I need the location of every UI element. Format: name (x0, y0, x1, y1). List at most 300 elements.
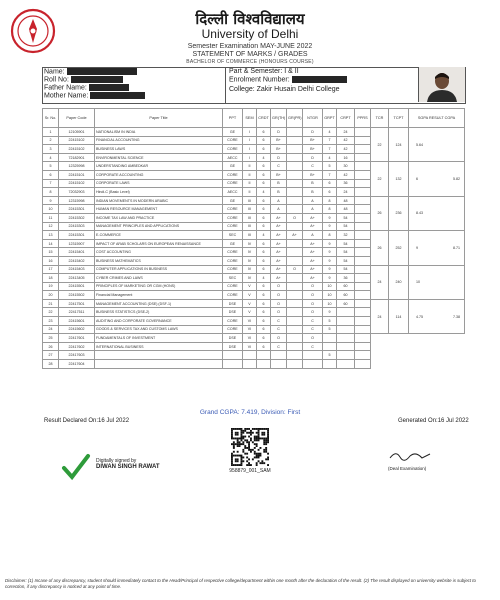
cell-sr: 5 (43, 162, 59, 171)
cell-grpt: 8 (323, 231, 337, 240)
cell-ppt: CORE (223, 282, 243, 291)
cell-grpr (287, 291, 303, 300)
cell-code: 22415602 (59, 325, 95, 334)
cell-tcr: 22 (371, 162, 389, 196)
cell-sem: I (243, 145, 257, 154)
cell-ntgr: A+ (303, 256, 323, 265)
cell-grpr (287, 334, 303, 343)
cell-grth: B (271, 188, 287, 197)
cell-title: INTERNATIONAL BUSINESS (95, 342, 223, 351)
cell-sr: 28 (43, 360, 59, 369)
cell-grpr (287, 351, 303, 360)
cell-tcpt: 252 (389, 231, 409, 265)
cell-crpt (337, 308, 355, 317)
cell-ppt: DSE (223, 308, 243, 317)
table-row (43, 334, 465, 343)
cell-grpt: 5 (323, 317, 337, 326)
cell-ntgr: A+ (303, 248, 323, 257)
cell-sem: VI (243, 317, 257, 326)
cell-code: 22415401 (59, 248, 95, 257)
cell-code: 22415301 (59, 205, 95, 214)
sgpa-value: 6 (416, 177, 418, 182)
cell-crpt (337, 317, 355, 326)
cell-tcr: 26 (371, 231, 389, 265)
cell-sr: 24 (43, 325, 59, 334)
cell-sr: 17 (43, 265, 59, 274)
cell-crdt: 6 (257, 256, 271, 265)
cell-ntgr: A+ (303, 222, 323, 231)
cell-sr: 4 (43, 153, 59, 162)
cell-grth: C (271, 325, 287, 334)
college-label: College: (229, 86, 255, 93)
cell-sem: III (243, 222, 257, 231)
cell-sr: 22 (43, 308, 59, 317)
cell-pprs (355, 360, 371, 369)
cell-grth: O (271, 291, 287, 300)
cell-tcr: 26 (371, 196, 389, 230)
cell-code: 22415302 (59, 213, 95, 222)
cell-crdt: 6 (257, 179, 271, 188)
cell-ntgr: B+ (303, 136, 323, 145)
col-title: Paper Title (95, 109, 223, 128)
cell-code: 22417603 (59, 351, 95, 360)
cell-code: 22415102 (59, 179, 95, 188)
cell-crpt: 36 (337, 274, 355, 283)
cell-crdt: 6 (257, 213, 271, 222)
cell-grth: A (271, 196, 287, 205)
cell-pprs (355, 179, 371, 188)
cell-crdt: 6 (257, 282, 271, 291)
cell-sem: III (243, 213, 257, 222)
semester-label: Part & Semester: (229, 68, 283, 75)
cell-sgpa-result-cgpa (409, 231, 465, 265)
cell-grpr (287, 153, 303, 162)
cell-grth: A+ (271, 231, 287, 240)
col-sr: Sr. No. (43, 109, 59, 128)
col-pprs: PPRS (355, 109, 371, 128)
cell-sr: 1 (43, 128, 59, 137)
table-row (43, 351, 465, 360)
cell-crpt: 32 (337, 231, 355, 240)
cell-grth (271, 351, 287, 360)
cell-pprs (355, 299, 371, 308)
table-row (43, 360, 465, 369)
cell-ntgr: B (303, 179, 323, 188)
cell-title: FUNDAMENTALS OF INVESTMENT (95, 334, 223, 343)
cell-sr: 15 (43, 248, 59, 257)
cell-title: BUSINESS MATHEMATICS (95, 256, 223, 265)
disclaimer-text: Disclaimer: (1) Incase of any discrepancy, student should immediately contact to the Head/Principal of respective college/department within one month after the declaration of the result. (2) The result displayed on university website is subject to correction, if any discrepancy is noticed at any point of time. (5, 578, 476, 589)
cell-pprs (355, 248, 371, 257)
cell-sem: V (243, 282, 257, 291)
cell-sem: IV (243, 248, 257, 257)
cell-crpt: 48 (337, 196, 355, 205)
cell-grth: A (271, 205, 287, 214)
cell-ntgr: A+ (303, 274, 323, 283)
cell-grpt: 4 (323, 128, 337, 137)
cell-title: MANAGEMENT ACCOUNTING (DSE) (DSF-1) (95, 299, 223, 308)
cell-crdt: 6 (257, 342, 271, 351)
cell-sr: 25 (43, 334, 59, 343)
cell-title (95, 360, 223, 369)
cell-ntgr: C (303, 162, 323, 171)
mother-row (44, 92, 145, 99)
cell-sr: 2 (43, 136, 59, 145)
cell-sr: 10 (43, 205, 59, 214)
cell-title: E-COMMERCE (95, 231, 223, 240)
cell-pprs (355, 282, 371, 291)
cell-title: ENVIRONMENTAL SCIENCE (95, 153, 223, 162)
cell-grpr (287, 222, 303, 231)
enrolment-label: Enrolment Number: (229, 76, 290, 84)
cell-crpt: 54 (337, 248, 355, 257)
cell-grth (271, 360, 287, 369)
cell-pprs (355, 153, 371, 162)
roll-label: Roll No: (44, 76, 69, 84)
cell-crdt: 6 (257, 308, 271, 317)
cell-sr: 12 (43, 222, 59, 231)
cell-crpt: 60 (337, 282, 355, 291)
table-row (43, 162, 465, 171)
cell-sem: IV (243, 274, 257, 283)
cell-title: FINANCIAL ACCOUNTING (95, 136, 223, 145)
cell-code: 22415102 (59, 136, 95, 145)
cell-tcpt: 240 (389, 265, 409, 299)
cell-sr: 14 (43, 239, 59, 248)
cell-sgpa-result-cgpa (409, 196, 465, 230)
cell-sr: 13 (43, 231, 59, 240)
cell-grth: B+ (271, 170, 287, 179)
cell-sem: IV (243, 265, 257, 274)
cell-sem: V (243, 308, 257, 317)
cell-sgpa-result-cgpa (409, 299, 465, 333)
cell-grpr: O (287, 265, 303, 274)
cell-pprs (355, 231, 371, 240)
cell-crpt: 42 (337, 136, 355, 145)
cell-pprs (355, 145, 371, 154)
cell-grpt: 9 (323, 265, 337, 274)
cell-ntgr: D (303, 153, 323, 162)
cell-title: HUMAN RESOURCE MANAGEMENT (95, 205, 223, 214)
cell-crdt: 6 (257, 145, 271, 154)
cell-pprs (355, 188, 371, 197)
table-row (43, 265, 465, 274)
cell-crpt (337, 334, 355, 343)
name-row (44, 68, 137, 75)
table-row (43, 342, 465, 351)
student-photo (418, 67, 465, 102)
cell-grpt: 7 (323, 136, 337, 145)
cell-sgpa-result-cgpa (409, 128, 465, 162)
cell-ntgr: B+ (303, 170, 323, 179)
cell-grpt: 5 (323, 162, 337, 171)
cell-tcpt: 124 (389, 128, 409, 162)
cell-grth: A+ (271, 222, 287, 231)
cell-tcr: 22 (371, 128, 389, 162)
cell-pprs (355, 325, 371, 334)
cell-crdt: 6 (257, 222, 271, 231)
cell-grpt: 6 (323, 188, 337, 197)
cell-title: CORPORATE LAWS (95, 179, 223, 188)
cell-ppt: CORE (223, 317, 243, 326)
cell-ntgr (303, 360, 323, 369)
cell-ntgr: O (303, 334, 323, 343)
cell-code: 22415601 (59, 317, 95, 326)
cell-grth: A+ (271, 248, 287, 257)
cell-grth: O (271, 308, 287, 317)
name-label: Name: (44, 68, 65, 76)
examiner-signature (386, 448, 436, 462)
col-grth: GR(TH) (271, 109, 287, 128)
father-label: Father Name: (44, 84, 87, 92)
cell-crpt: 30 (337, 162, 355, 171)
cell-ntgr: A (303, 196, 323, 205)
result-declared-date: Result Declared On:16 Jul 2022 (44, 418, 130, 424)
cell-ntgr (303, 351, 323, 360)
cell-crdt: 6 (257, 196, 271, 205)
cell-title (95, 351, 223, 360)
cell-crdt: 6 (257, 299, 271, 308)
cell-crdt (257, 351, 271, 360)
signature-verified-icon (60, 451, 92, 483)
grand-cgpa: Grand CGPA: 7.419, Division: First (199, 409, 301, 416)
cell-ppt: SEC (223, 231, 243, 240)
cell-crdt: 6 (257, 170, 271, 179)
cell-grpr (287, 196, 303, 205)
table-header-row (43, 109, 465, 128)
cell-crdt: 6 (257, 291, 271, 300)
cell-grpt: 7 (323, 145, 337, 154)
cell-pprs (355, 196, 371, 205)
student-info-box (42, 67, 466, 104)
cell-grth: C (271, 342, 287, 351)
cell-title: BUSINESS LAWS (95, 145, 223, 154)
col-ppt: PPT (223, 109, 243, 128)
cell-sem: V (243, 299, 257, 308)
redacted-name (67, 68, 137, 75)
cell-ntgr: O (303, 308, 323, 317)
cell-grpt: 7 (323, 170, 337, 179)
cell-sem: I (243, 136, 257, 145)
cell-crpt: 60 (337, 291, 355, 300)
cell-grth: A+ (271, 256, 287, 265)
digital-sign-label: Digitally signed by (96, 458, 137, 464)
cell-pprs (355, 170, 371, 179)
cell-sem: II (243, 170, 257, 179)
cell-pprs (355, 256, 371, 265)
cell-grth: A+ (271, 239, 287, 248)
col-sem: SEM (243, 109, 257, 128)
cell-ppt: DSE (223, 299, 243, 308)
table-row (43, 231, 465, 240)
cell-sem: I (243, 153, 257, 162)
cell-ppt: GE (223, 162, 243, 171)
cell-pprs (355, 136, 371, 145)
cell-title: COMPUTER APPLICATIONS IN BUSINESS (95, 265, 223, 274)
cell-grpt: 10 (323, 282, 337, 291)
redacted-father (89, 84, 129, 91)
cell-ntgr: O (303, 291, 323, 300)
cell-ppt: CORE (223, 325, 243, 334)
cell-crpt (337, 342, 355, 351)
cell-ppt: CORE (223, 213, 243, 222)
cell-sr: 8 (43, 188, 59, 197)
cell-title: INCOME TAX LAW AND PRACTICE (95, 213, 223, 222)
cell-title: Financial Management (95, 291, 223, 300)
cell-crpt: 54 (337, 222, 355, 231)
cell-code: 22417501 (59, 299, 95, 308)
cell-grth: C (271, 162, 287, 171)
cell-grpr (287, 360, 303, 369)
cell-grth: O (271, 282, 287, 291)
cell-code: 22415101 (59, 170, 95, 179)
cell-tcr: 24 (371, 299, 389, 333)
cell-pprs (355, 291, 371, 300)
cgpa-value: 5.82 (453, 177, 460, 182)
cell-pprs (355, 334, 371, 343)
cell-grth: O (271, 299, 287, 308)
cell-ppt: CORE (223, 145, 243, 154)
cell-pprs (355, 317, 371, 326)
cell-grpr (287, 205, 303, 214)
cell-ntgr: C (303, 325, 323, 334)
cell-crdt: 6 (257, 248, 271, 257)
cell-code: 22417604 (59, 360, 95, 369)
cell-code: 22417511 (59, 308, 95, 317)
cell-code: 12315907 (59, 239, 95, 248)
cell-crpt: 48 (337, 205, 355, 214)
cell-grpt: 9 (323, 213, 337, 222)
cell-sr: 9 (43, 196, 59, 205)
cell-grth: A+ (271, 213, 287, 222)
cell-grth: A+ (271, 274, 287, 283)
cell-grpr (287, 188, 303, 197)
cell-crdt: 4 (257, 153, 271, 162)
cell-code: 22415303 (59, 222, 95, 231)
cell-code: 22417602 (59, 342, 95, 351)
cell-grth: B+ (271, 145, 287, 154)
cell-code: 12105901 (59, 128, 95, 137)
cell-code: 22415403 (59, 265, 95, 274)
semester-value: I & II (284, 68, 299, 75)
cell-sem: VI (243, 334, 257, 343)
cell-grpr (287, 308, 303, 317)
table-body (43, 128, 465, 369)
cell-grpt: 9 (323, 239, 337, 248)
cell-grpr (287, 162, 303, 171)
hindi-university-title: दिल्ली विश्वविद्यालय (195, 10, 305, 28)
cell-grth: D (271, 128, 287, 137)
cell-sem: II (243, 188, 257, 197)
cell-grpr (287, 248, 303, 257)
cell-grpt: 10 (323, 291, 337, 300)
cell-ntgr: O (303, 299, 323, 308)
table-row (43, 299, 465, 308)
cell-grpr (287, 274, 303, 283)
cell-tcr: 24 (371, 265, 389, 299)
cell-tcpt: 114 (389, 299, 409, 333)
cell-grpr (287, 239, 303, 248)
cell-sem: V (243, 291, 257, 300)
cell-title: GOODS & SERVICES TAX AND CUSTOMS LAWS (95, 325, 223, 334)
sgpa-value: 9 (416, 245, 418, 250)
col-crdt: CRDT (257, 109, 271, 128)
cell-sr: 23 (43, 317, 59, 326)
cell-grpr (287, 145, 303, 154)
cell-code: 12315998 (59, 196, 95, 205)
cell-ntgr: A+ (303, 213, 323, 222)
cell-crpt: 42 (337, 170, 355, 179)
cell-ntgr: C (303, 342, 323, 351)
col-code: Paper Code (59, 109, 95, 128)
cell-ppt: GE (223, 128, 243, 137)
cell-title: CORPORATE ACCOUNTING (95, 170, 223, 179)
cell-ppt: CORE (223, 248, 243, 257)
cell-ntgr: B (303, 188, 323, 197)
cell-tcpt: 236 (389, 196, 409, 230)
cell-title: BUSINESS STATISTICS (DSE-2) (95, 308, 223, 317)
cell-grpt: 8 (323, 205, 337, 214)
cell-pprs (355, 351, 371, 360)
cell-code: 72032903 (59, 188, 95, 197)
cell-pprs (355, 265, 371, 274)
cell-ppt: CORE (223, 265, 243, 274)
sgpa-value: 10 (416, 280, 420, 285)
cell-grpt: 5 (323, 351, 337, 360)
cell-code: 22413405 (59, 274, 95, 283)
cell-crdt: 6 (257, 239, 271, 248)
cell-title: MANAGEMENT PRINCIPLES AND APPLICATIONS (95, 222, 223, 231)
cell-ppt: CORE (223, 170, 243, 179)
cell-sr: 18 (43, 274, 59, 283)
cell-crpt: 16 (337, 153, 355, 162)
cell-crpt: 54 (337, 239, 355, 248)
cell-code: 22415501 (59, 282, 95, 291)
cell-ppt: CORE (223, 222, 243, 231)
cell-grpr (287, 128, 303, 137)
cell-sr: 20 (43, 291, 59, 300)
col-sgpa: SGPA RESULT CGPA (409, 109, 465, 128)
signer-designation: (Deal Examination) (388, 466, 427, 471)
cell-grpr (287, 256, 303, 265)
cell-grpt (323, 342, 337, 351)
cell-grpt: 9 (323, 222, 337, 231)
cell-crdt: 4 (257, 231, 271, 240)
cell-sem: III (243, 205, 257, 214)
university-name: University of Delhi (201, 27, 299, 41)
cell-sem (243, 360, 257, 369)
cell-crdt (257, 360, 271, 369)
cell-code: 22415102 (59, 145, 95, 154)
cell-grpr: A+ (287, 231, 303, 240)
statement-title: STATEMENT OF MARKS / GRADES (192, 51, 308, 58)
sgpa-value: 4.75 (416, 314, 423, 319)
cell-grpr (287, 342, 303, 351)
cell-sr: 19 (43, 282, 59, 291)
cell-ppt: AECC (223, 188, 243, 197)
cell-sem: IV (243, 256, 257, 265)
cell-crpt: 54 (337, 213, 355, 222)
cell-crpt: 36 (337, 179, 355, 188)
cell-crdt: 4 (257, 188, 271, 197)
cell-grpr (287, 179, 303, 188)
cell-pprs (355, 162, 371, 171)
cell-ppt: DSE (223, 342, 243, 351)
cell-grpr (287, 282, 303, 291)
redacted-mother (90, 92, 145, 99)
cell-sem: VI (243, 342, 257, 351)
col-tcpt: TCPT (389, 109, 409, 128)
